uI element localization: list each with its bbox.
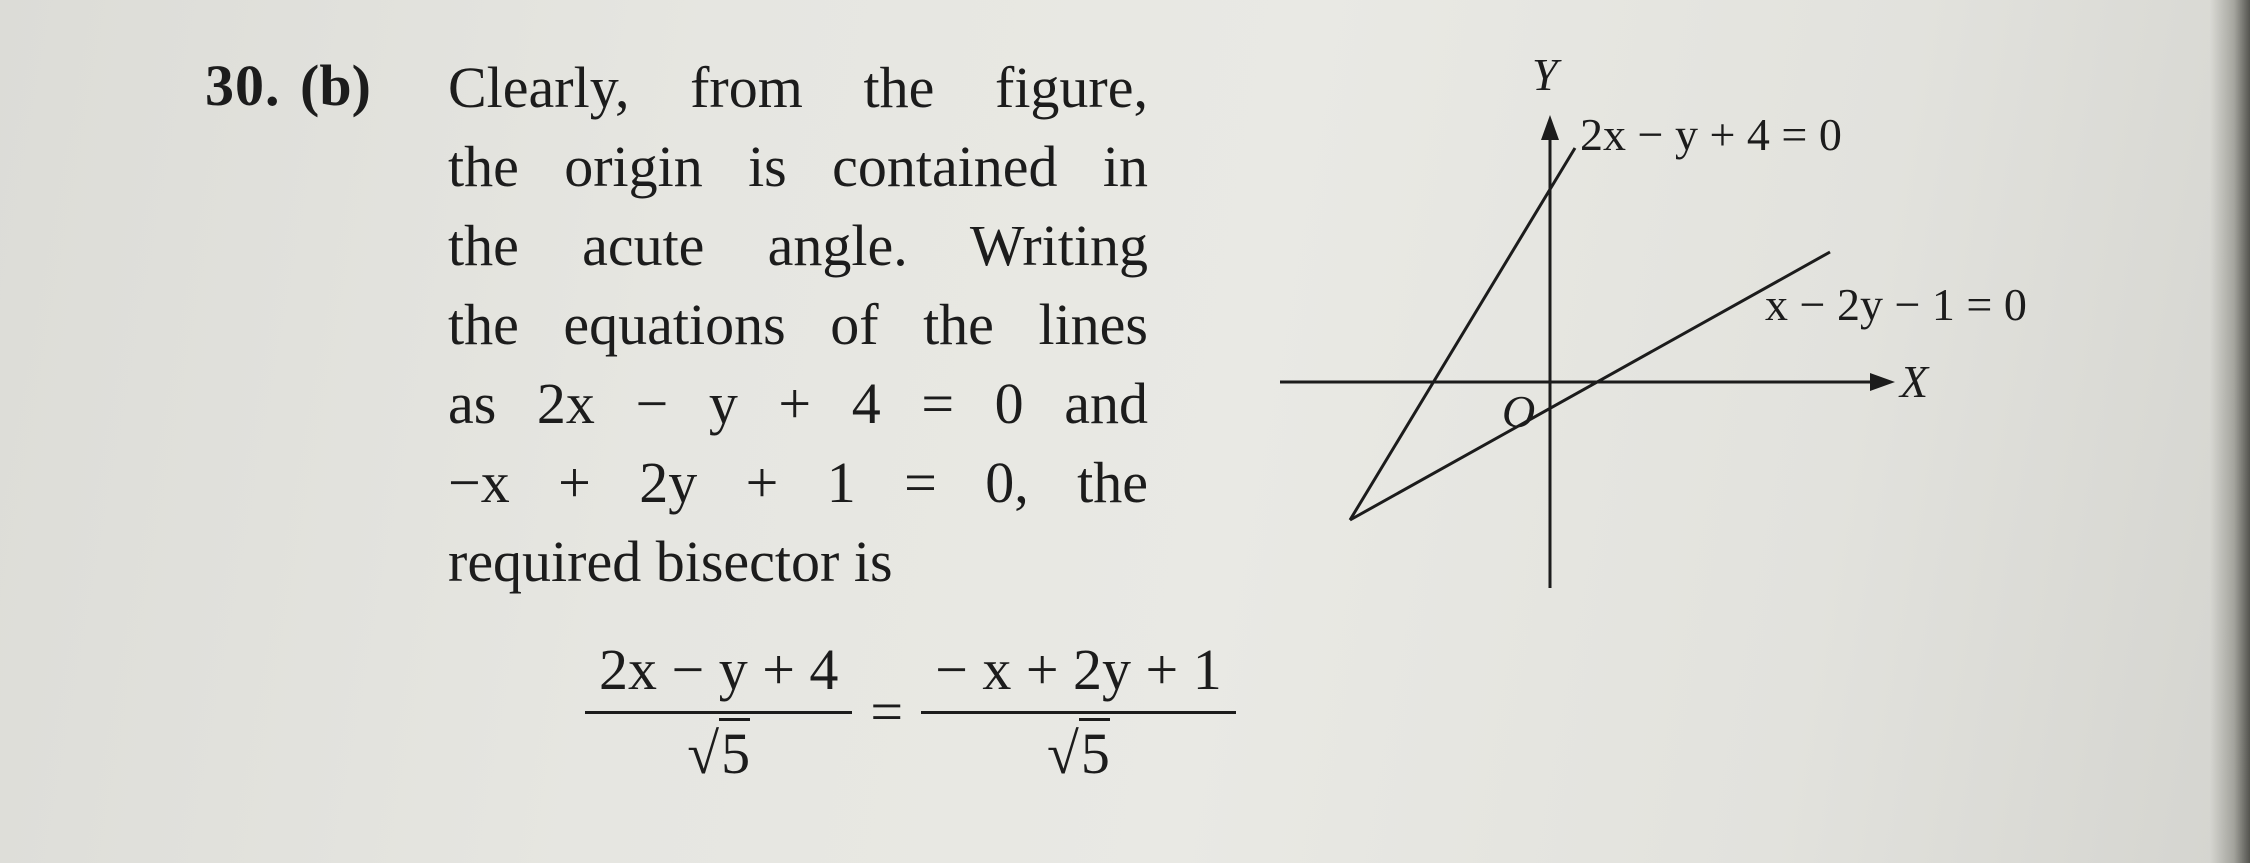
bisector-formula — [585, 636, 1236, 787]
solution-line: the origin is contained in — [448, 134, 1148, 199]
solution-line: Clearly, from the figure, — [448, 55, 1148, 120]
coordinate-figure — [1270, 40, 2120, 600]
line-2x-y-4 — [1350, 148, 1575, 520]
line1-equation-label: 2x − y + 4 = 0 — [1580, 109, 1842, 160]
solution-paragraph — [448, 48, 1148, 601]
radicand: 5 — [1079, 718, 1110, 786]
x-axis-label: X — [1900, 356, 1929, 407]
right-denominator — [1047, 714, 1110, 787]
solution-line: required bisector is — [448, 529, 893, 594]
y-axis-arrow-icon — [1541, 115, 1559, 140]
sqrt-symbol: √ — [687, 721, 720, 786]
equals-sign: = — [870, 679, 904, 744]
page-edge-shadow — [2210, 0, 2250, 863]
origin-label: O — [1502, 386, 1536, 437]
solution-line: as 2x − y + 4 = 0 and — [448, 371, 1148, 436]
solution-line: the equations of the lines — [448, 292, 1148, 357]
solution-number: 30. — [205, 53, 281, 118]
line2-equation-label: x − 2y − 1 = 0 — [1765, 279, 2027, 330]
solution-line: the acute angle. Writing — [448, 213, 1148, 278]
right-numerator: − x + 2y + 1 — [921, 636, 1236, 714]
left-denominator — [687, 714, 750, 787]
left-fraction — [585, 636, 852, 787]
solution-answer-option: (b) — [300, 53, 371, 118]
solution-line: −x + 2y + 1 = 0, the — [448, 450, 1148, 515]
radicand: 5 — [719, 718, 750, 786]
right-fraction — [921, 636, 1236, 787]
line-x-2y-1 — [1350, 252, 1830, 520]
y-axis-label: Y — [1532, 49, 1558, 100]
x-axis-arrow-icon — [1870, 373, 1895, 391]
sqrt-symbol: √ — [1047, 721, 1079, 786]
left-numerator: 2x − y + 4 — [585, 636, 852, 714]
